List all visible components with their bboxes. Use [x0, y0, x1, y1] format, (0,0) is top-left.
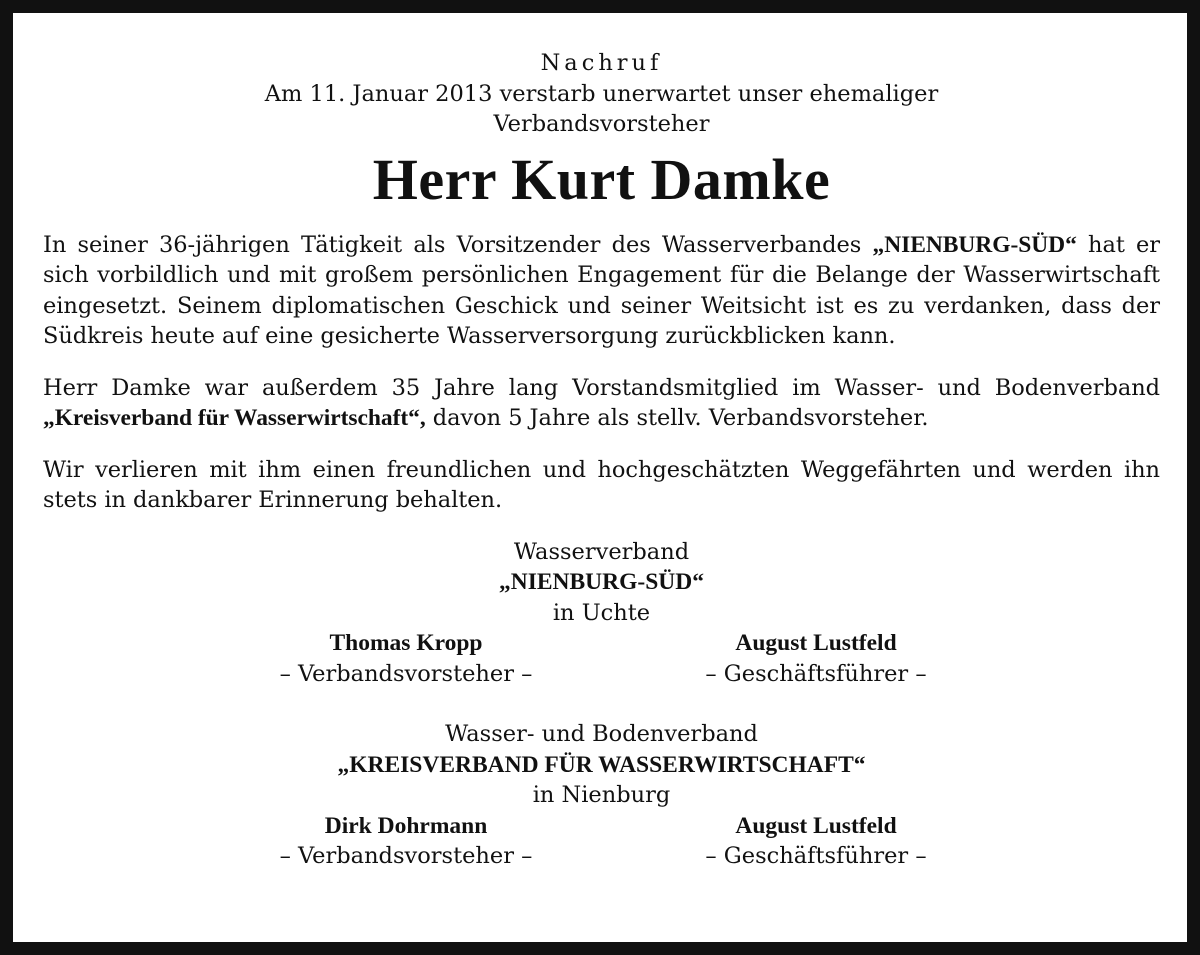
signature-block-1 — [43, 537, 1160, 690]
paragraph-1 — [43, 230, 1160, 352]
signers-row — [43, 811, 1160, 872]
paragraph-2-text-b: davon 5 Jahre als stellv. Verbandsvorsteher. — [425, 405, 929, 431]
paragraph-2-bold: „Kreisverband für Wasserwirtschaft“, — [43, 405, 426, 431]
kicker-heading: Nachruf — [540, 50, 663, 76]
signer-name: August Lustfeld — [735, 630, 897, 656]
org-name: „NIENBURG-SÜD“ — [499, 569, 704, 595]
spacer — [43, 689, 1160, 719]
signer-name: Dirk Dohrmann — [324, 812, 488, 839]
signer-role: – Verbandsvorsteher – — [279, 843, 533, 869]
paragraph-3: Wir verlieren mit ihm einen freundlichen und hochgeschätzten Weggefährten und werden ihn stets in dankbarer Erinnerung behalten. — [43, 456, 1160, 513]
signer-right — [636, 628, 996, 689]
org-location: in Uchte — [552, 599, 651, 626]
paragraph-1-bold: „NIENBURG-SÜD“ — [872, 231, 1077, 258]
paragraph-1-text-b: hat er sich vorbildlich und mit großem persönlichen Engagement für die Belange der Wasserwirtschaft eingesetzt. Seinem diplomatischen Geschick und seiner Weitsicht ist es zu verdanken, dass der Südkreis heute auf eine gesicherte Wasserversorgung zurückblicken kann. — [43, 231, 1160, 349]
signer-left — [226, 811, 586, 872]
paragraph-2 — [43, 373, 1160, 434]
signer-role: – Verbandsvorsteher – — [279, 660, 533, 687]
paragraph-2-text-a: Herr Damke war außerdem 35 Jahre lang Vorstandsmitglied im Wasser- und Bodenverband — [43, 374, 1160, 401]
signer-name: Thomas Kropp — [329, 630, 483, 656]
org-location: in Nienburg — [532, 782, 671, 808]
obituary-content — [43, 40, 1160, 872]
org-type: Wasserverband — [513, 538, 690, 565]
signature-block-2 — [43, 719, 1160, 872]
intro-line-1: Am 11. Januar 2013 verstarb unerwartet unser ehemaliger — [264, 80, 939, 107]
signers-row — [43, 628, 1160, 689]
signer-role: – Geschäftsführer – — [705, 660, 927, 687]
paragraph-1-text-a: In seiner 36-jährigen Tätigkeit als Vorsitzender des Wasserverbandes — [43, 231, 873, 258]
intro-line-2: Verbandsvorsteher — [493, 111, 710, 137]
org-name: „KREISVERBAND FÜR WASSERWIRTSCHAFT“ — [337, 751, 866, 778]
signer-left — [226, 628, 586, 689]
signer-right — [636, 811, 996, 872]
org-type: Wasser- und Bodenverband — [445, 721, 758, 747]
deceased-name: Herr Kurt Damke — [372, 146, 831, 212]
signer-name: August Lustfeld — [735, 812, 897, 839]
signer-role: – Geschäftsführer – — [705, 843, 927, 869]
